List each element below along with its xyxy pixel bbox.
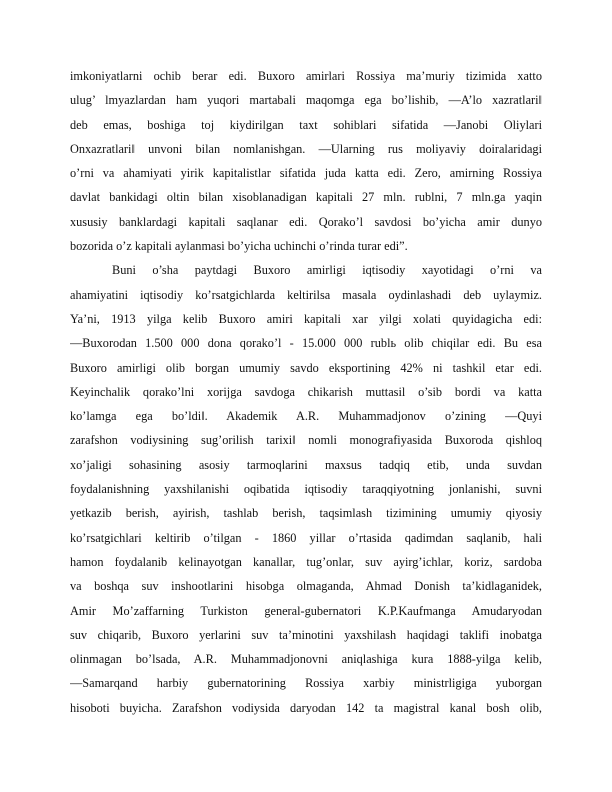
text-line: davlat bankidagi oltin bilan xisoblanadigan kapitali 27 mln. rublni, 7 mln.ga yaqin [70,190,542,205]
text-line: Buni o’sha paytdagi Buxoro amirligi iqtisodiy xayotidagi o’rni va [112,263,542,278]
text-line: xususiy banklardagi kapitali saqlanar edi. Qorako’l savdosi bo’yicha amir dunyo [70,214,542,229]
text-line: deb emas, boshiga toj kiydirilgan taxt sohiblari sifatida ―Janobi Oliylari [70,117,542,132]
text-line: ulug’ lmyazlardan ham yuqori martabali maqomga ega bo’lishib, ―A’lo xazratlari‖ [70,93,542,108]
text-line: suv chiqarib, Buxoro yerlarini suv ta’minotini yaxshilash haqidagi taklifi inobatga [70,627,542,642]
text-line: Buxoro amirligi olib borgan umumiy savdo eksportining 42% ni tashkil etar edi. [70,360,542,375]
text-line: va boshqa suv inshootlarini hisobga olmaganda, Ahmad Donish ta’kidlaganidek, [70,579,542,594]
text-line: Amir Mo’zaffarning Turkiston general-gubernatori K.P.Kaufmanga Amudaryodan [70,603,542,618]
text-line: xo’jaligi sohasining asosiy tarmoqlarini maxsus tadqiq etib, unda suvdan [70,457,542,472]
text-line: ko’lamga ega bo’ldi‖. Akademik A.R. Muhammadjonov o’zining ―Quyi [70,409,542,424]
text-line: Ya’ni, 1913 yilga kelib Buxoro amiri kapitali xar yilgi xolati quyidagicha edi: [70,311,542,326]
text-line: ―Buxorodan 1.500 000 dona qorako’l - 15.000 000 rublь olib chiqilar edi. Bu esa [70,336,542,351]
text-line: ahamiyatini iqtisodiy ko’rsatgichlarda keltirilsa masala oydinlashadi deb uylaymiz. [70,287,542,302]
text-line: o’rni va ahamiyati yirik kapitalistlar sifatida juda katta edi. Zero, amirning Rossiya [70,166,542,181]
paragraph-1 [70,64,542,258]
text-line: ―Samarqand harbiy gubernatorining Rossiya xarbiy ministrligiga yuborgan [70,676,542,691]
text-line: foydalanishning yaxshilanishi oqibatida iqtisodiy taraqqiyotning jonlanishi, suvni [70,482,542,497]
text-line: zarafshon vodiysining sug’orilish tarixi‖ nomli monografiyasida Buxoroda qishloq [70,433,542,448]
text-line: yetkazib berish, ayirish, tashlab berish, taqsimlash tizimining umumiy qiyosiy [70,506,542,521]
text-line: bozorida o’z kapitali aylanmasi bo’yicha uchinchi o’rinda turar edi”. [70,239,408,254]
text-line: imkoniyatlarni ochib berar edi. Buxoro amirlari Rossiya ma’muriy tizimida xatto [70,69,542,83]
text-line: Onxazratlari‖ unvoni bilan nomlanishgan. ―Ularning rus moliyaviy doiralaridagi [70,141,542,156]
document-page [70,64,542,720]
text-line: hisoboti buyicha. Zarafshon vodiysida daryodan 142 ta magistral kanal bosh olib, [70,700,542,715]
paragraph-2 [70,258,542,720]
text-line: olinmagan bo’lsada, A.R. Muhammadjonovni aniqlashiga kura 1888-yilga kelib, [70,652,542,667]
text-line: ko’rsatgichlari keltirib o’tilgan - 1860 yillar o’rtasida qadimdan saqlanib, hali [70,530,542,545]
text-line: Keyinchalik qorako’lni xorijga savdoga chikarish muttasil o’sib bordi va katta [70,384,542,399]
text-line: hamon foydalanib kelinayotgan kanallar, tug’onlar, suv ayirg’ichlar, koriz, sardoba [70,554,542,569]
